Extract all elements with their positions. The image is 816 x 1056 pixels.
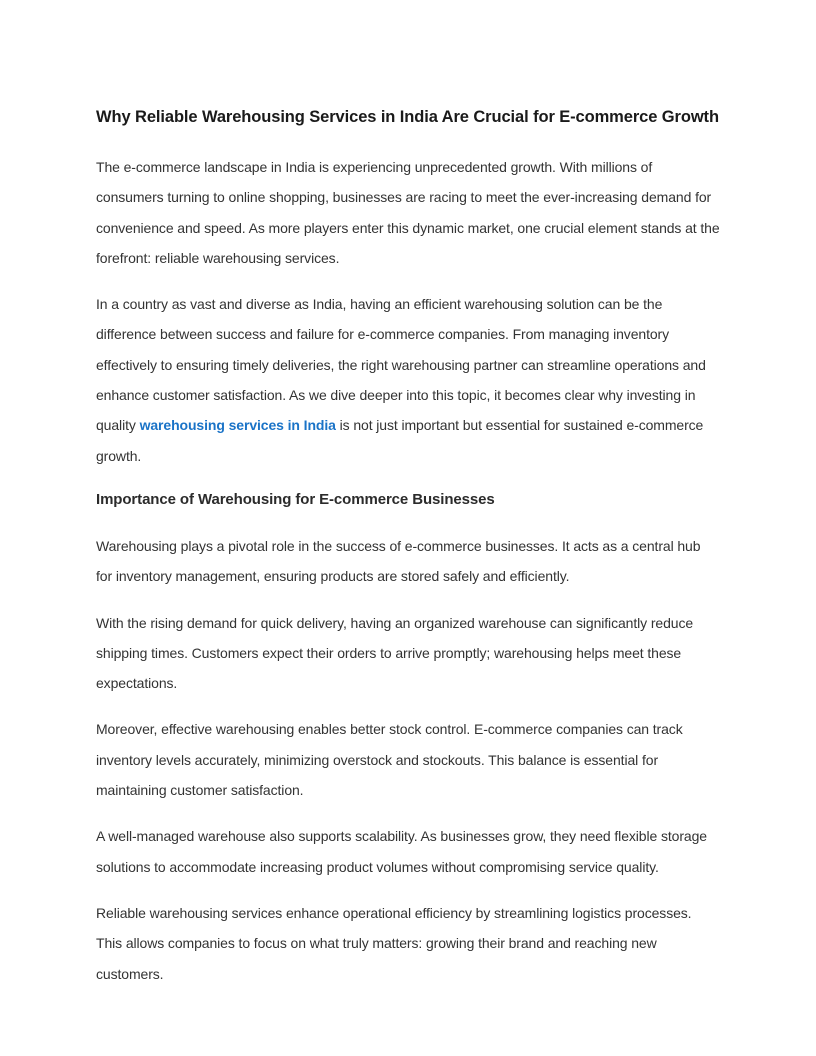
section-heading: Importance of Warehousing for E-commerce Businesses [96,490,495,508]
section-paragraph: With the rising demand for quick delivery, having an organized warehouse can significantly reduce shipping times. Customers expect their orders to arrive promptly; warehousing helps meet these expectations. [96,614,694,692]
warehousing-services-link[interactable]: warehousing services in India [139,417,336,434]
intro-paragraph-2-text-before: In a country as vast and diverse as India, having an efficient warehousing solution can be the difference between success and failure for e-commerce companies. From managing inventory effectively to ensuring timely deliveries, the right warehousing partner can streamline operations and enhance customer satisfaction. As we dive deeper into this topic, it becomes clear why investing in quality [96,296,706,434]
section-paragraph: Warehousing plays a pivotal role in the success of e-commerce businesses. It acts as a central hub for inventory management, ensuring products are stored safely and efficiently. [96,537,701,585]
section-paragraph: Moreover, effective warehousing enables better stock control. E-commerce companies can track inventory levels accurately, minimizing overstock and stockouts. This balance is essential for maintaining customer satisfaction. [96,721,683,799]
section-paragraph: Reliable warehousing services enhance operational efficiency by streamlining logistics processes. This allows companies to focus on what truly matters: growing their brand and reaching new customers. [96,904,692,982]
section-paragraph: A well-managed warehouse also supports scalability. As businesses grow, they need flexible storage solutions to accommodate increasing product volumes without compromising service quality. [96,828,707,875]
document-page [96,104,720,1005]
intro-paragraph-1: The e-commerce landscape in India is experiencing unprecedented growth. With millions of consumers turning to online shopping, businesses are racing to meet the ever-increasing demand for convenience and speed. As more players enter this dynamic market, one crucial element stands at the forefront: reliable warehousing services. [96,159,720,266]
intro-paragraph-2-text-after: is not just important but essential for sustained e-commerce growth. [96,417,704,464]
page-title: Why Reliable Warehousing Services in India Are Crucial for E-commerce Growth [96,108,719,126]
intro-paragraph-2 [96,289,720,471]
